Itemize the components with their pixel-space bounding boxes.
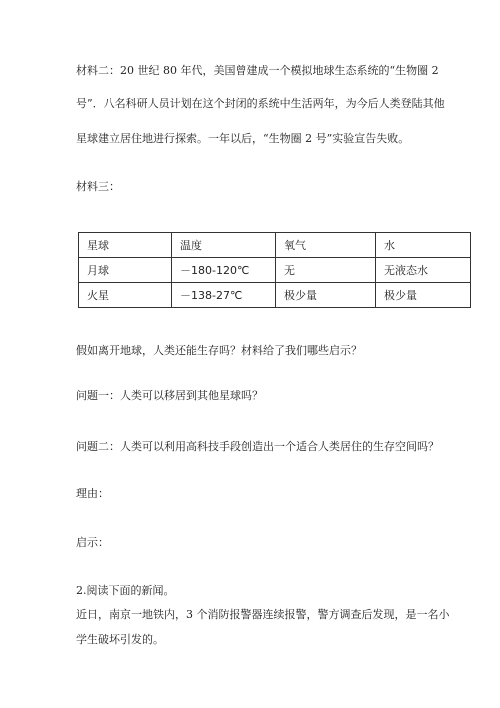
question-intro: 假如离开地球，人类还能生存吗？材料给了我们哪些启示？	[76, 344, 362, 357]
material2-line-3: 星球建立居住地进行探索。一年以后，“生物圈 2 号”实验宣告失败。	[76, 132, 410, 145]
table-header-row	[79, 233, 471, 258]
table-row	[79, 283, 471, 308]
section2-line-1: 近日，南京一地铁内，3 个消防报警器连续报警，警方调查后发现，是一名小	[76, 608, 450, 621]
cell-oxygen: 极少量	[276, 283, 376, 308]
cell-planet: 月球	[79, 258, 172, 283]
header-temperature: 温度	[172, 233, 276, 258]
reason-label: 理由：	[76, 487, 109, 500]
cell-oxygen: 无	[276, 258, 376, 283]
cell-temperature: －138-27℃	[172, 283, 276, 308]
inspiration-label: 启示：	[76, 536, 109, 549]
planet-comparison-table	[78, 232, 471, 308]
section2-line-2: 学生破坏引发的。	[76, 633, 164, 646]
material2-line-1: 材料二：20 世纪 80 年代，美国曾建成一个模拟地球生态系统的“生物圈 2	[76, 64, 439, 77]
material3-heading: 材料三：	[76, 180, 120, 193]
question-two: 问题二：人类可以利用高科技手段创造出一个适合人类居住的生存空间吗？	[76, 440, 439, 453]
cell-planet: 火星	[79, 283, 172, 308]
section2-title: 2.阅读下面的新闻。	[76, 584, 175, 597]
cell-temperature: －180-120℃	[172, 258, 276, 283]
header-planet: 星球	[79, 233, 172, 258]
cell-water: 极少量	[376, 283, 471, 308]
table-row	[79, 258, 471, 283]
header-oxygen: 氧气	[276, 233, 376, 258]
question-one: 问题一：人类可以移居到其他星球吗？	[76, 389, 263, 402]
cell-water: 无液态水	[376, 258, 471, 283]
material2-line-2: 号”．八名科研人员计划在这个封闭的系统中生活两年，为今后人类登陆其他	[76, 97, 445, 110]
header-water: 水	[376, 233, 471, 258]
